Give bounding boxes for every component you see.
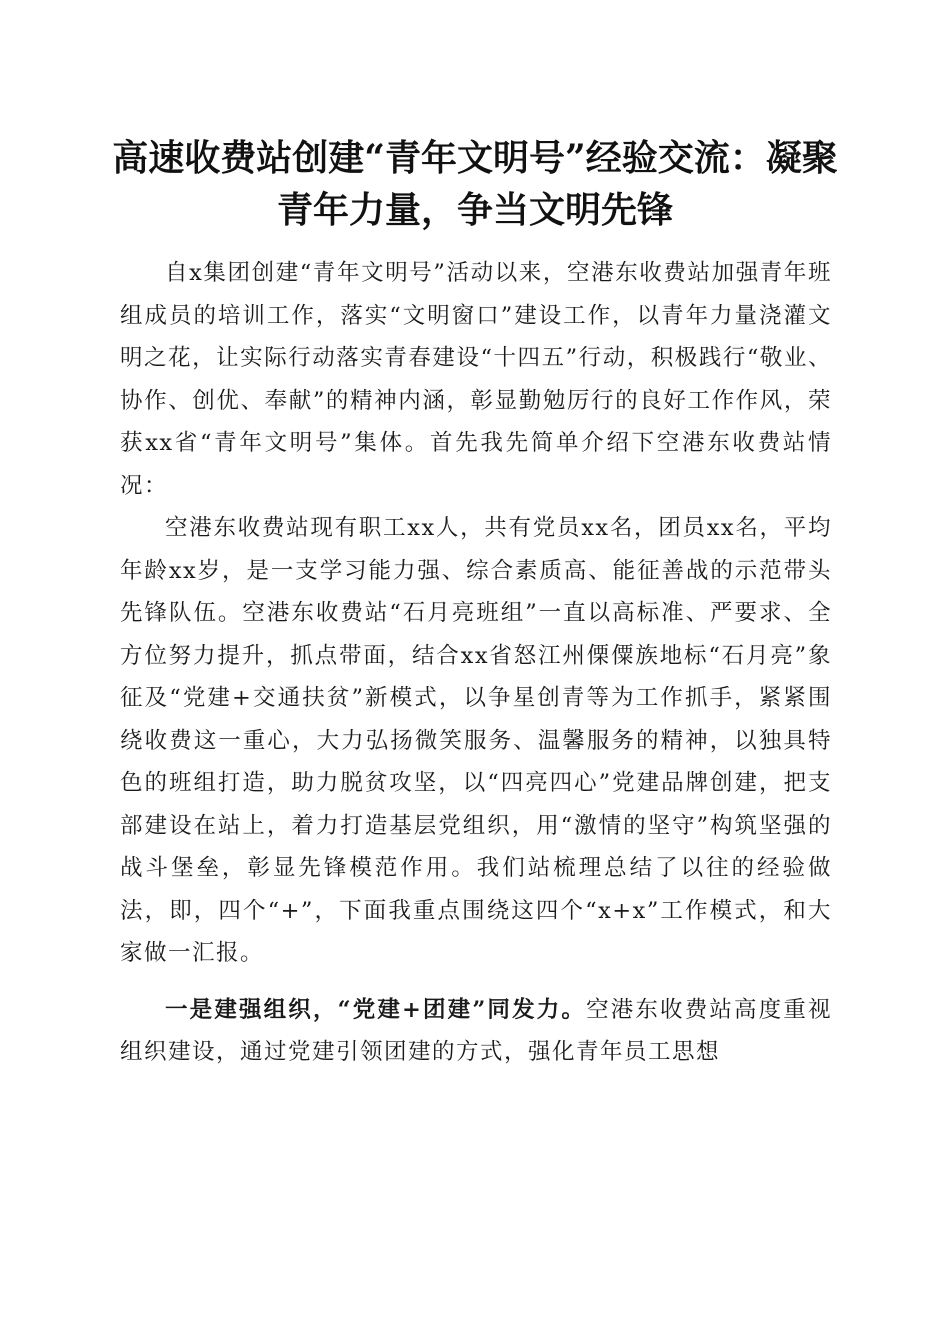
paragraph-point-one-text: 空港东收费站高度重视组织建设，通过党建引领团建的方式，强化青年员工思想 [120,996,832,1065]
paragraph-intro [120,252,832,507]
paragraph-station-overview [120,507,832,975]
paragraph-point-one-lead: 一是建强组织，“党建+团建”同发力。 [165,996,587,1023]
paragraph-point-one [120,989,832,1074]
document-title: 高速收费站创建“青年文明号”经验交流：凝聚青年力量，争当文明先锋 [112,137,838,231]
paragraph-intro-text: 自x集团创建“青年文明号”活动以来，空港东收费站加强青年班组成员的培训工作，落实“文明窗口”建设工作，以青年力量浇灌文明之花，让实际行动落实青春建设“十四五”行动，积极践行“敬业、协作、创优、奉献”的精神内涵，彰显勤勉厉行的良好工作作风，荣获xx省“青年文明号”集体。首先我先简单介绍下空港东收费站情况： [120,260,832,499]
paragraph-station-overview-text: 空港东收费站现有职工xx人，共有党员xx名，团员xx名，平均年龄xx岁，是一支学习能力强、综合素质高、能征善战的示范带头先锋队伍。空港东收费站“石月亮班组”一直以高标准、严要求、全方位努力提升，抓点带面，结合xx省怒江州傈僳族地标“石月亮”象征及“党建+交通扶贫”新模式，以争星创青等为工作抓手，紧紧围绕收费这一重心，大力弘扬微笑服务、温馨服务的精神，以独具特色的班组打造，助力脱贫攻坚，以“四亮四心”党建品牌创建，把支部建设在站上，着力打造基层党组织，用“激情的坚守”构筑坚强的战斗堡垒，彰显先锋模范作用。我们站梳理总结了以往的经验做法，即，四个“+”，下面我重点围绕这四个“x+x”工作模式，和大家做一汇报。 [120,515,832,966]
document-body [120,252,832,1074]
